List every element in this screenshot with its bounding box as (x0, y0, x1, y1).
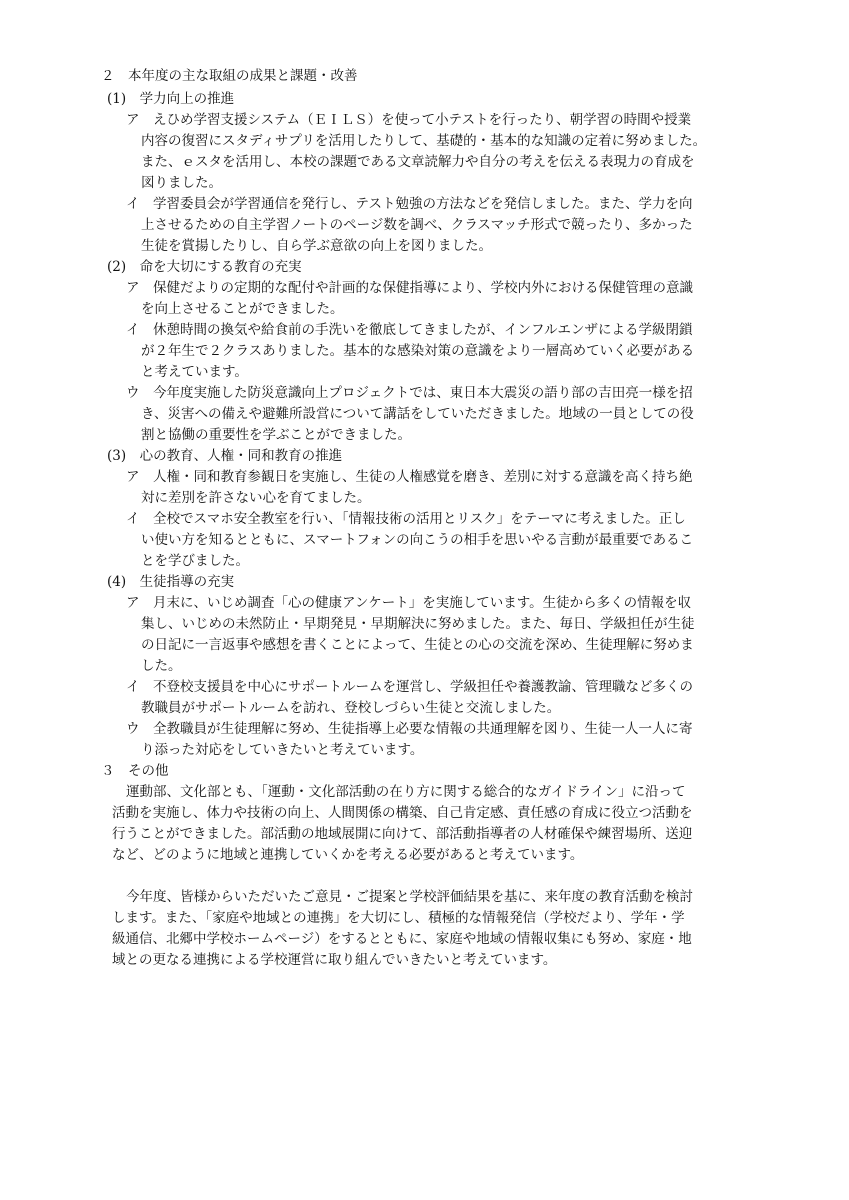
paragraph-line: ア 保健だよりの定期的な配付や計画的な保健指導により、学校内外における保健管理の意識 (126, 280, 693, 296)
paragraph-line: を向上させることができました。 (141, 301, 344, 317)
paragraph-line: ウ 全教職員が生徒理解に努め、生徒指導上必要な情報の共通理解を図り、生徒一人一人に寄 (126, 721, 693, 737)
paragraph-line: が２年生で２クラスありました。基本的な感染対策の意識をより一層高めていく必要がある (141, 343, 695, 359)
paragraph-line: 域との更なる連携による学校運営に取り組んでいきたいと考えています。 (112, 952, 557, 968)
paragraph-line: 図りました。 (141, 175, 222, 191)
paragraph-line: 今年度、皆様からいただいたご意見・ご提案と学校評価結果を基に、来年度の教育活動を検討 (126, 889, 693, 905)
paragraph-line: 行うことができました。部活動の地域展開に向けて、部活動指導者の人材確保や練習場所、送迎 (112, 826, 693, 842)
paragraph-line: 級通信、北郷中学校ホームページ）をするとともに、家庭や地域の情報収集にも努め、家庭・地 (112, 931, 692, 947)
paragraph-line: 活動を実施し、体力や技術の向上、人間関係の構築、自己肯定感、責任感の育成に役立つ活動を (112, 805, 693, 821)
paragraph-line: 集し、いじめの未然防止・早期発見・早期解決に努めました。また、毎日、学級担任が生徒 (141, 616, 695, 632)
section-2-heading: ２ 本年度の主な取組の成果と課題・改善 (101, 68, 358, 84)
subsection-1-title: (1) 学力向上の推進 (107, 91, 235, 107)
subsection-2-title: (2) 命を大切にする教育の充実 (107, 259, 302, 275)
paragraph-line: イ 休憩時間の換気や給食前の手洗いを徹底してきましたが、インフルエンザによる学級閉鎖 (126, 322, 693, 338)
paragraph-line: の日記に一言返事や感想を書くことによって、生徒との心の交流を深め、生徒理解に努めま (141, 637, 694, 653)
subsection-3-title: (3) 心の教育、人権・同和教育の推進 (107, 448, 343, 464)
paragraph-line: ア えひめ学習支援システム（ＥＩＬＳ）を使って小テストを行ったり、朝学習の時間や授業 (126, 112, 692, 128)
paragraph-line: した。 (141, 658, 182, 674)
subsection-4-title: (4) 生徒指導の充実 (107, 574, 235, 590)
paragraph-line: 対に差別を許さない心を育てました。 (141, 490, 371, 506)
paragraph-line: き、災害への備えや避難所設営について講話をしていただきました。地域の一員としての役 (141, 406, 694, 422)
paragraph-line: ウ 今年度実施した防災意識向上プロジェクトでは、東日本大震災の語り部の吉田亮一様を招 (126, 385, 693, 401)
paragraph-line: い使い方を知るとともに、スマートフォンの向こうの相手を思いやる言動が最重要であるこ (141, 532, 694, 548)
paragraph-line: とを学びました。 (141, 553, 249, 569)
paragraph-line: します。また、「家庭や地域との連携」を大切にし、積極的な情報発信（学校だより、学年・学 (112, 910, 685, 926)
paragraph-line: と考えています。 (141, 364, 248, 380)
paragraph-line: イ 学習委員会が学習通信を発行し、テスト勉強の方法などを発信しました。また、学力を向 (126, 196, 693, 212)
paragraph-line: イ 不登校支援員を中心にサポートルームを運営し、学級担任や養護教諭、管理職など多くの (126, 679, 693, 695)
paragraph-line: 運動部、文化部とも、「運動・文化部活動の在り方に関する総合的なガイドライン」に沿って (126, 784, 686, 800)
paragraph-line: 生徒を賞揚したりし、自ら学ぶ意欲の向上を図りました。 (141, 238, 492, 254)
paragraph-line: イ 全校でスマホ安全教室を行い、「情報技術の活用とリスク」をテーマに考えました。正し (126, 511, 686, 527)
paragraph-line: また、ｅスタを活用し、本校の課題である文章読解力や自分の考えを伝える表現力の育成を (141, 154, 695, 170)
paragraph-line: 内容の復習にスタディサプリを活用したりして、基礎的・基本的な知識の定着に努めました。 (141, 133, 707, 149)
paragraph-line: ア 月末に、いじめ調査「心の健康アンケート」を実施しています。生徒から多くの情報を収 (126, 595, 692, 611)
paragraph-line: ア 人権・同和教育参観日を実施し、生徒の人権感覚を磨き、差別に対する意識を高く持ち絶 (126, 469, 693, 485)
section-3-heading: ３ その他 (101, 763, 169, 779)
paragraph-line: 教職員がサポートルームを訪れ、登校しづらい生徒と交流しました。 (141, 700, 561, 716)
paragraph-line: など、どのように地域と連携していくかを考える必要があると考えています。 (112, 847, 584, 863)
paragraph-line: り添った対応をしていきたいと考えています。 (141, 742, 424, 758)
paragraph-line: 割と協働の重要性を学ぶことができました。 (141, 427, 411, 443)
paragraph-line: 上させるための自主学習ノートのページ数を調べ、クラスマッチ形式で競ったり、多かった (141, 217, 693, 233)
